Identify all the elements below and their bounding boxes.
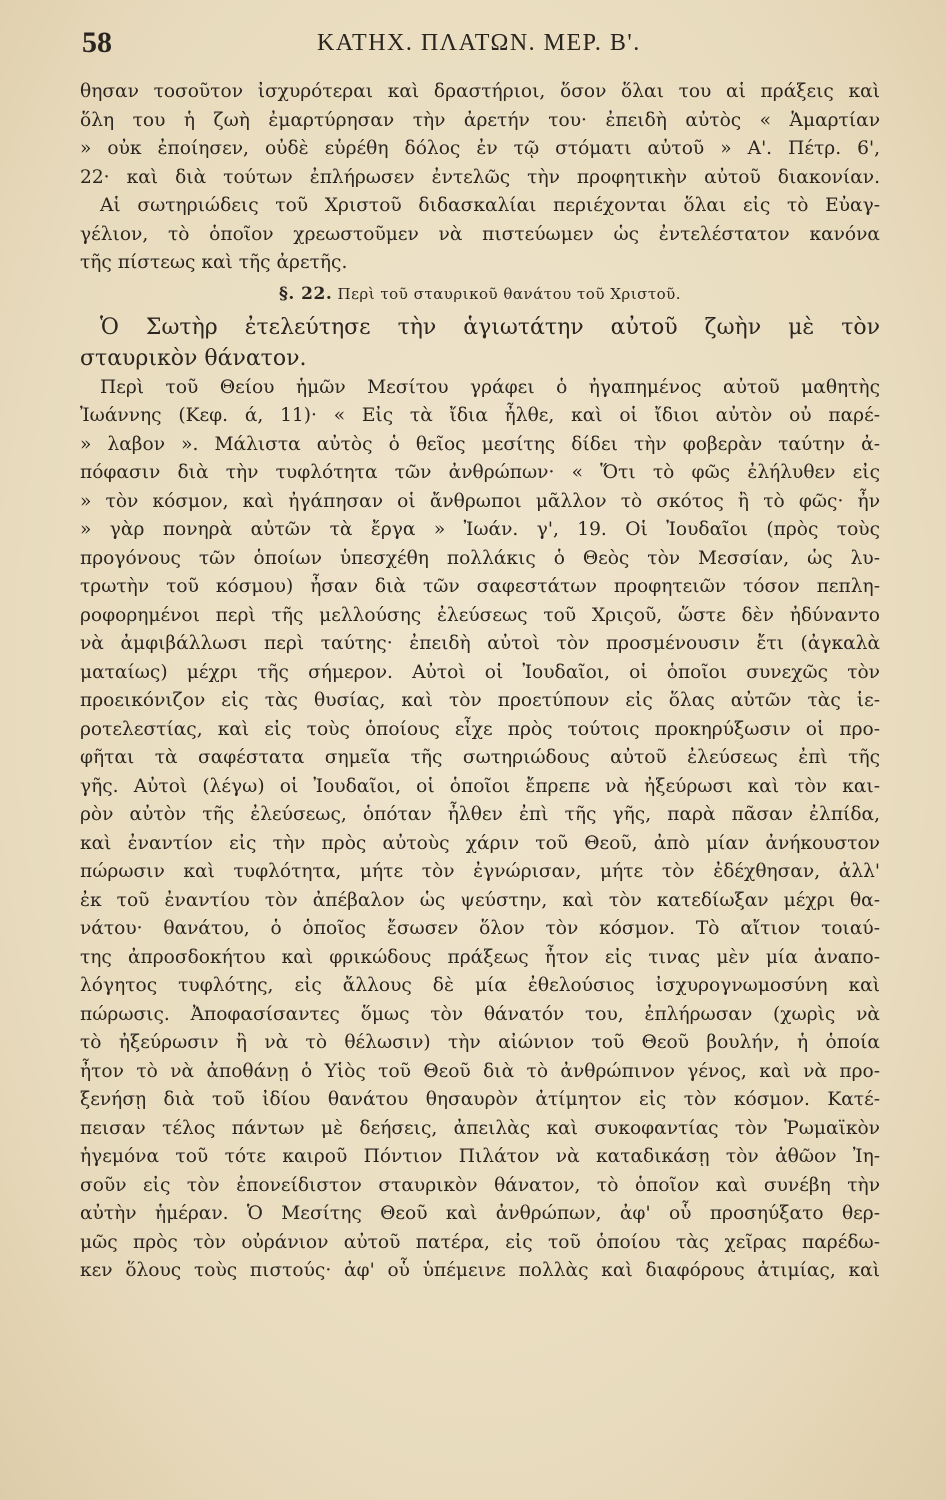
text-line: θησαν τοσοῦτον ἰσχυρότεραι καὶ δραστήριοι, ὅσον ὅλαι του αἱ πράξεις καὶ	[80, 81, 880, 102]
text-line: πώρωσιν καὶ τυφλότητα, μήτε τὸν ἐγνώρισαν, μήτε τὸν ἐδέχθησαν, ἀλλ'	[80, 861, 880, 882]
text-line: » λαβον ». Μάλιστα αὐτὸς ὁ θεῖος μεσίτης δίδει τὴν φοβερὰν ταύτην ἀ-	[80, 433, 880, 455]
section-number: §. 22.	[278, 283, 333, 304]
text-line: προγόνους τῶν ὁποίων ὑπεσχέθη πολλάκις ὁ Θεὸς τὸν Μεσσίαν, ὡς λυ-	[80, 547, 880, 569]
text-line: Αἱ σωτηριώδεις τοῦ Χριστοῦ διδασκαλίαι περιέχονται ὅλαι εἰς τὸ Εὐαγ-	[100, 195, 880, 216]
text-line: ἐκ τοῦ ἐναντίου τὸν ἀπέβαλον ὡς ψεύστην, καὶ τὸν κατεδίωξαν μέχρι θα-	[80, 889, 880, 911]
text-line: προεικόνιζον εἰς τὰς θυσίας, καὶ τὸν προετύπουν εἰς ὅλας αὐτῶν τὰς ἱε-	[80, 690, 880, 711]
text-line: της ἀπροσδοκήτου καὶ φρικώδους πράξεως ἦτον εἰς τινας μὲν μία ἀναπο-	[80, 946, 880, 968]
text-line: ἦτον τὸ νὰ ἀποθάνῃ ὁ Υἱὸς τοῦ Θεοῦ διὰ τὸ ἀνθρώπινον γένος, καὶ νὰ προ-	[80, 1060, 880, 1082]
text-line: νὰ ἀμφιβάλλωσι περὶ ταύτης· ἐπειδὴ αὐτοὶ τὸν προσμένουσιν ἔτι (ἀγκαλὰ	[80, 633, 880, 654]
lead-statement	[80, 312, 880, 374]
paragraph-1	[80, 78, 880, 278]
text-line: ὅλη του ἡ ζωὴ ἐμαρτύρησαν τὴν ἀρετήν του· ἐπειδὴ αὐτὸς « Ἁμαρτίαν	[80, 109, 880, 131]
text-line: ροφορημένοι περὶ τῆς μελλούσης ἐλεύσεως τοῦ Χριςοῦ, ὥστε δὲν ἠδύναντο	[80, 604, 880, 626]
text-line: πόφασιν διὰ τὴν τυφλότητα τῶν ἀνθρώπων· « Ὅτι τὸ φῶς ἐλήλυθεν εἰς	[80, 462, 880, 483]
text-line: τρωτὴν τοῦ κόσμου) ἦσαν διὰ τῶν σαφεστάτων προφητειῶν τόσον πεπλη-	[80, 576, 880, 597]
page-header	[82, 26, 882, 66]
text-line: λόγητος τυφλότης, εἰς ἄλλους δὲ μία ἐθελούσιος ἰσχυρογνωμοσύνη καὶ	[80, 975, 880, 996]
text-line: καὶ ἐναντίον εἰς τὴν πρὸς αὐτοὺς χάριν τοῦ Θεοῦ, ἀπὸ μίαν ἀνήκουστον	[80, 832, 880, 854]
text-line: Περὶ τοῦ Θείου ἡμῶν Μεσίτου γράφει ὁ ἠγαπημένος αὐτοῦ μαθητὴς	[100, 376, 880, 398]
text-line: αὐτὴν ἡμέραν. Ὁ Μεσίτης Θεοῦ καὶ ἀνθρώπων, ἀφ' οὗ προσηύξατο θερ-	[80, 1203, 880, 1224]
body-text	[80, 78, 880, 1286]
lead-line: σταυρικὸν θάνατον.	[80, 345, 307, 371]
text-line: ἡγεμόνα τοῦ τότε καιροῦ Πόντιον Πιλάτον νὰ καταδικάσῃ τὸν ἀθῶον Ἰη-	[80, 1146, 880, 1167]
lead-line: Ὁ Σωτὴρ ἐτελεύτησε τὴν ἁγιωτάτην αὐτοῦ ζωὴν μὲ τὸν	[100, 314, 880, 340]
text-line: » οὐκ ἐποίησεν, οὐδὲ εὑρέθη δόλος ἐν τῷ στόματι αὐτοῦ » Α'. Πέτρ. 6',	[80, 138, 880, 159]
text-line: ροτελεστίας, καὶ εἰς τοὺς ὁποίους εἶχε πρὸς τούτοις προκηρύξωσιν οἱ προ-	[80, 718, 880, 740]
section-heading	[80, 282, 880, 306]
text-line: μῶς πρὸς τὸν οὐράνιον αὐτοῦ πατέρα, εἰς τοῦ ὁποίου τὰς χεῖρας παρέδω-	[80, 1231, 880, 1253]
text-line: ματαίως) μέχρι τῆς σήμερον. Αὐτοὶ οἱ Ἰουδαῖοι, οἱ ὁποῖοι συνεχῶς τὸν	[80, 661, 880, 683]
text-line: τῆς πίστεως καὶ τῆς ἀρετῆς.	[80, 252, 348, 273]
text-line: φῆται τὰ σαφέστατα σημεῖα τῆς σωτηριώδους αὐτοῦ ἐλεύσεως ἐπὶ τῆς	[80, 747, 880, 768]
text-line: 22· καὶ διὰ τούτων ἐπλήρωσεν ἐντελῶς τὴν προφητικὴν αὐτοῦ διακονίαν.	[80, 166, 880, 188]
text-line: πώρωσις. Ἀποφασίσαντες ὅμως τὸν θάνατόν του, ἐπλήρωσαν (χωρὶς νὰ	[80, 1003, 880, 1025]
text-line: γέλιον, τὸ ὁποῖον χρεωστοῦμεν νὰ πιστεύωμεν ὡς ἐντελέστατον κανόνα	[80, 223, 880, 245]
text-line: ρὸν αὐτὸν τῆς ἐλεύσεως, ὁπόταν ἦλθεν ἐπὶ τῆς γῆς, παρὰ πᾶσαν ἐλπίδα,	[80, 804, 880, 825]
text-line: πεισαν τέλος πάντων μὲ δεήσεις, ἀπειλὰς καὶ συκοφαντίας τὸν Ῥωμαϊκὸν	[80, 1117, 880, 1139]
text-line: τὸ ἠξεύρωσιν ἢ νὰ τὸ θέλωσιν) τὴν αἰώνιον τοῦ Θεοῦ βουλήν, ἡ ὁποία	[80, 1032, 880, 1053]
section-title: Περὶ τοῦ σταυρικοῦ θανάτου τοῦ Χριστοῦ.	[337, 284, 682, 303]
text-line: ξενήσῃ διὰ τοῦ ἰδίου θανάτου θησαυρὸν ἀτίμητον εἰς τὸν κόσμον. Κατέ-	[80, 1089, 880, 1110]
text-line: » γὰρ πονηρὰ αὐτῶν τὰ ἔργα » Ἰωάν. γ', 19. Οἱ Ἰουδαῖοι (πρὸς τοὺς	[80, 519, 880, 540]
page-number: 58	[82, 26, 112, 59]
text-line: σοῦν εἰς τὸν ἐπονείδιστον σταυρικὸν θάνατον, τὸ ὁποῖον καὶ συνέβη τὴν	[80, 1174, 880, 1196]
text-line: » τὸν κόσμον, καὶ ἠγάπησαν οἱ ἄνθρωποι μᾶλλον τὸ σκότος ἢ τὸ φῶς· ἦν	[80, 490, 880, 512]
text-line: Ἰωάννης (Κεφ. ά, 11)· « Εἰς τὰ ἴδια ἦλθε, καὶ οἱ ἴδιοι αὐτὸν οὐ παρέ-	[80, 405, 880, 426]
running-head: ΚΑΤΗΧ. ΠΛΑΤΩΝ. ΜΕΡ. Β'.	[317, 30, 641, 56]
paragraph-2	[80, 374, 880, 1286]
text-line: κεν ὅλους τοὺς πιστούς· ἀφ' οὗ ὑπέμεινε πολλὰς καὶ διαφόρους ἀτιμίας, καὶ	[80, 1260, 880, 1281]
text-line: νάτου· θανάτου, ὁ ὁποῖος ἔσωσεν ὅλον τὸν κόσμον. Τὸ αἴτιον τοιαύ-	[80, 918, 880, 939]
text-line: γῆς. Αὐτοὶ (λέγω) οἱ Ἰουδαῖοι, οἱ ὁποῖοι ἔπρεπε νὰ ἠξεύρωσι καὶ τὸν και-	[80, 775, 880, 797]
